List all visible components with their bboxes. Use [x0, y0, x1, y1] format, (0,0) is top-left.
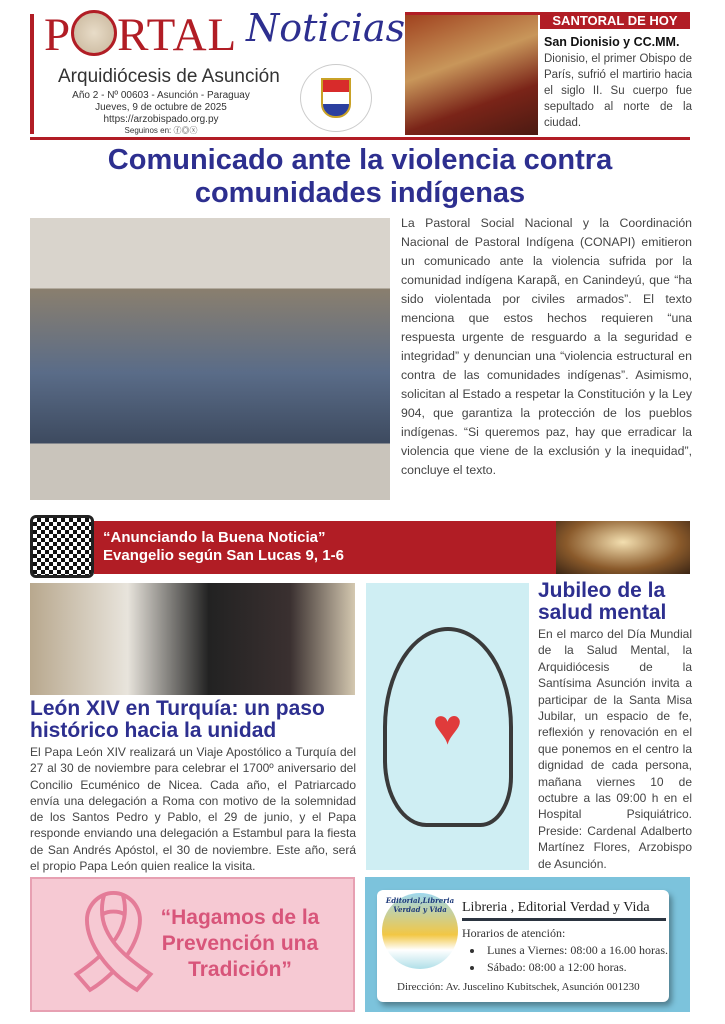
shield-icon [321, 78, 351, 118]
santoral-tab: SANTORAL DE HOY [540, 12, 690, 29]
prevention-slogan: “Hagamos de la Prevención una Tradición” [160, 906, 320, 981]
gospel-banner[interactable] [94, 521, 556, 574]
hours-label: Horarios de atención: [462, 926, 566, 940]
social-links [56, 125, 266, 136]
bookstore-rule [462, 918, 666, 921]
heart-icon: ♥ [432, 698, 463, 755]
social-label: Seguinos en: [124, 126, 172, 135]
website-link[interactable]: https://arzobispado.org.py [103, 114, 219, 125]
saint-icon-image [405, 15, 538, 135]
bookstore-title: Libreria , Editorial Verdad y Vida [462, 900, 650, 915]
saint-name: San Dionisio y CC.MM. [544, 35, 680, 49]
hours-saturday: • Sábado: 08:00 a 12:00 horas. [470, 959, 668, 976]
bookstore-address: Dirección: Av. Juscelino Kubitschek, Asunción 001230 [397, 981, 640, 993]
archdiocese-seal [300, 64, 372, 132]
meeting-photo [30, 218, 390, 500]
bible-image [556, 521, 690, 574]
social-icons[interactable]: ⓕ◎ⓧ [173, 126, 198, 135]
brand-word: RTAL [117, 9, 238, 61]
pink-ribbon-icon: 🎗 [50, 886, 177, 998]
leon-article-body: El Papa León XIV realizará un Viaje Apostólico a Turquía del 27 al 30 de noviembre para celebrar el 1700º aniversario del Concilio Ecuménico de Nicea. Cada año, el Patriarcado envía una delegación a Roma con motivo de la solemnidad de los Santos Pedro y Pablo, el 29 de junio, y el Papa responde enviando una delegación a Estambul para la fiesta de San Andrés Apóstol, el 30 de noviembre. Este año, será el propio Papa León quien realice la visita. [30, 745, 356, 874]
brand-script: Noticias [246, 6, 406, 50]
issue-info: Año 2 - Nº 00603 - Asunción - Paraguay [72, 90, 250, 101]
gospel-reference: Evangelio según San Lucas 9, 1-6 [103, 547, 344, 564]
header-divider [30, 137, 690, 140]
virgin-medallion-icon [71, 10, 117, 56]
hours-weekday: • Lunes a Viernes: 08:00 a 16.00 horas. [470, 942, 668, 959]
header-accent-bar [30, 14, 34, 134]
bookstore-logo-text: Editorial,Libreria Verdad y Vida [385, 896, 455, 914]
hours-list [470, 942, 668, 976]
head-outline-icon [383, 627, 513, 827]
qr-code[interactable] [30, 515, 94, 578]
brand-logo [44, 8, 237, 62]
jubileo-article-body: En el marco del Día Mundial de la Salud Mental, la Arquidiócesis de la Santísima Asunción invita a participar de la Santa Misa Jubilar, un espacio de fe, reflexión y renovación en el que ponemos en el centro la dignidad de cada persona, mañana viernes 10 de octubre a las 09:00 h en el Hospital Psiquiátrico. Preside: Cardenal Adalberto Martínez Flores, Arzobispo de Asunción. [538, 627, 692, 871]
issue-date: Jueves, 9 de octubre de 2025 [95, 102, 227, 113]
mental-health-illustration [366, 583, 529, 870]
saint-text: Dionisio, el primer Obispo de París, sufrió el martirio hacia el siglo II. Su cuerpo fue sepultado al norte de la ciudad. [544, 53, 692, 129]
leon-headline: León XIV en Turquía: un paso histórico hacia la unidad [30, 697, 325, 742]
jubileo-headline: Jubileo de la salud mental [538, 579, 667, 624]
gospel-title: “Anunciando la Buena Noticia” [103, 529, 326, 546]
main-headline: Comunicado ante la violencia contra comunidades indígenas [107, 144, 613, 209]
publisher-name: Arquidiócesis de Asunción [58, 66, 280, 87]
main-article-body: La Pastoral Social Nacional y la Coordinación Nacional de Pastoral Indígena (CONAPI) emitieron un comunicado ante la violencia sufrida por la comunidad indígena Karapã, en Canindeyú, que “ha sido violentada por civiles armados”. El texto menciona que estos hechos requieren “una respuesta urgente de resguardo a la seguridad e integridad” y denuncian una “violencia estructural en contra de las comunidades indígenas”. Asimismo, solicitan al Estado a respetar la Constitución y la Ley 904, que garantiza la protección de los pueblos indígenas. “Si queremos paz, hay que erradicar la violencia que viene de la exclusión y la inequidad”, concluye el texto. [401, 216, 692, 477]
brand-letter: P [44, 9, 72, 61]
pope-patriarch-photo [30, 583, 355, 695]
